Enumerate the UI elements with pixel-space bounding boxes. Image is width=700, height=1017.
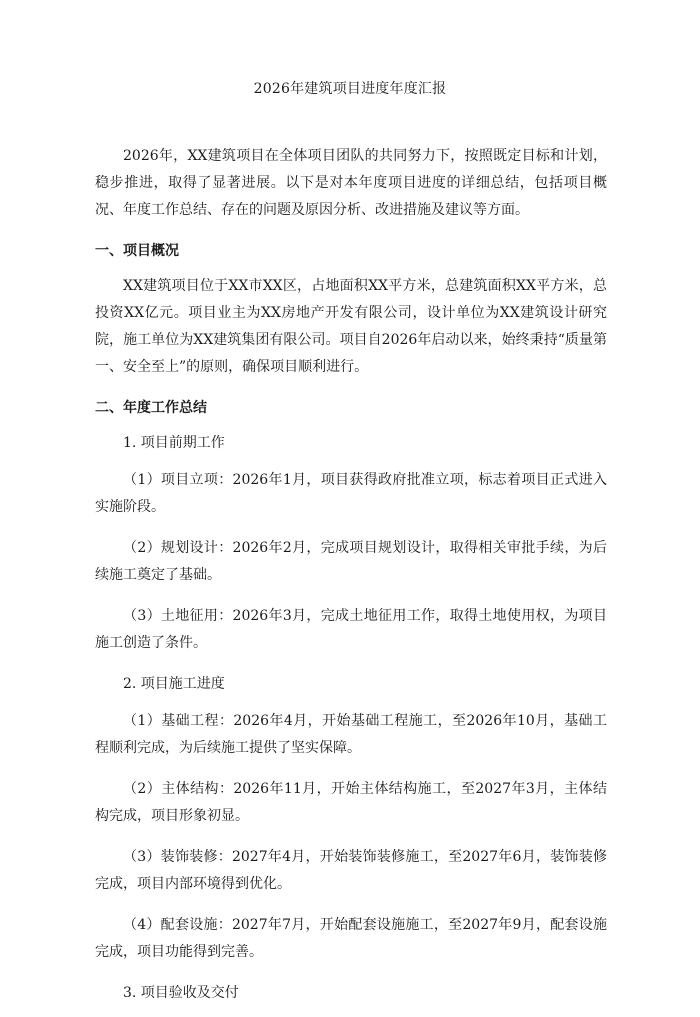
- section-heading-annual-summary: 二、年度工作总结: [95, 400, 207, 416]
- section-heading-overview: 一、项目概况: [95, 243, 179, 259]
- overview-paragraph: XX建筑项目位于XX市XX区，占地面积XX平方米，总建筑面积XX平方米，总投资XX亿元。项目业主为XX房地产开发有限公司，设计单位为XX建筑设计研究院，施工单位为XX建筑集团有限公司。项目自2026年启动以来，始终秉持“质量第一、安全至上”的原则，确保项目顺利进行。: [95, 278, 607, 375]
- list-item: （1）基础工程：2026年4月，开始基础工程施工，至2026年10月，基础工程顺利完成，为后续施工提供了坚实保障。: [95, 713, 607, 756]
- list-item: （3）装饰装修：2027年4月，开始装饰装修施工，至2027年6月，装饰装修完成，项目内部环境得到优化。: [95, 849, 607, 892]
- subheading-preliminary-work: 1. 项目前期工作: [123, 435, 225, 451]
- document-title: 2026年建筑项目进度年度汇报: [253, 81, 447, 97]
- list-item: （3）土地征用：2026年3月，完成土地征用工作，取得土地使用权，为项目施工创造了条件。: [95, 608, 607, 651]
- document-body: [95, 143, 607, 1017]
- list-item: （2）主体结构：2026年11月，开始主体结构施工，至2027年3月，主体结构完成，项目形象初显。: [95, 781, 607, 824]
- intro-paragraph: 2026年，XX建筑项目在全体项目团队的共同努力下，按照既定目标和计划，稳步推进，取得了显著进展。以下是对本年度项目进度的详细总结，包括项目概况、年度工作总结、存在的问题及原因分析、改进措施及建议等方面。: [95, 148, 607, 218]
- subheading-construction-progress: 2. 项目施工进度: [123, 676, 225, 692]
- list-item: （4）配套设施：2027年7月，开始配套设施施工，至2027年9月，配套设施完成，项目功能得到完善。: [95, 917, 607, 960]
- subheading-acceptance-delivery: 3. 项目验收及交付: [123, 985, 239, 1001]
- list-item: （2）规划设计：2026年2月，完成项目规划设计，取得相关审批手续，为后续施工奠定了基础。: [95, 540, 607, 583]
- list-item: （1）项目立项：2026年1月，项目获得政府批准立项，标志着项目正式进入实施阶段。: [95, 472, 607, 515]
